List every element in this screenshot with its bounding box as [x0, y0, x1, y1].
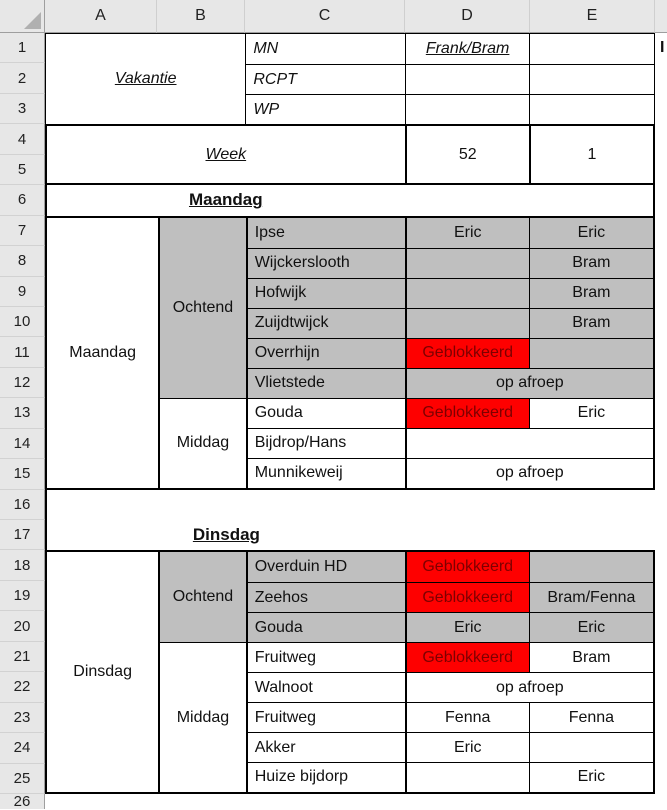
row-header-14[interactable]: 14	[0, 429, 45, 459]
cell-oncall-merged[interactable]: op afroep	[405, 368, 653, 398]
cell-value-e[interactable]: Fenna	[529, 702, 653, 732]
cell-empty-merged[interactable]	[405, 428, 653, 458]
cell-value-d[interactable]	[405, 308, 529, 338]
select-all-triangle-icon	[24, 12, 41, 29]
row-header-22[interactable]: 22	[0, 672, 45, 702]
row-header-5[interactable]: 5	[0, 155, 45, 185]
row-header-18[interactable]: 18	[0, 550, 45, 580]
row-header-24[interactable]: 24	[0, 733, 45, 763]
cell-f1-clipped[interactable]: I	[660, 39, 665, 57]
column-header-d[interactable]: D	[405, 0, 530, 33]
cell-place[interactable]: Akker	[246, 732, 405, 762]
left-border-line	[45, 490, 157, 520]
cell-value-d[interactable]	[405, 248, 529, 278]
cell-place[interactable]: Munnikeweij	[246, 458, 405, 488]
cell-tuesday-day[interactable]: Dinsdag	[73, 663, 132, 681]
cell-place[interactable]: Fruitweg	[246, 702, 405, 732]
cell-place[interactable]: Overrhijn	[246, 338, 405, 368]
cell-value-d[interactable]: Eric	[405, 218, 529, 248]
row-header-20[interactable]: 20	[0, 611, 45, 641]
cell-value-e[interactable]: Eric	[529, 762, 653, 792]
row-header-12[interactable]: 12	[0, 368, 45, 398]
cell-rcpt-label[interactable]: RCPT	[245, 64, 404, 94]
cell-blocked[interactable]: Geblokkeerd	[405, 552, 529, 582]
row-header-2[interactable]: 2	[0, 63, 45, 93]
monday-title-text: Maandag	[188, 190, 263, 210]
cell-e3-empty[interactable]	[529, 94, 654, 124]
row-header-23[interactable]: 23	[0, 703, 45, 733]
cell-monday-title[interactable]	[47, 185, 405, 215]
cell-e2-empty[interactable]	[529, 64, 654, 94]
monday-title-row	[45, 185, 655, 215]
tuesday-block	[45, 550, 655, 794]
row-header-26[interactable]: 26	[0, 794, 45, 809]
cell-oncall-merged[interactable]: op afroep	[405, 672, 653, 702]
cell-value-e[interactable]: Bram	[529, 278, 653, 308]
row-header-13[interactable]: 13	[0, 398, 45, 428]
row-header-15[interactable]: 15	[0, 459, 45, 489]
row-header-25[interactable]: 25	[0, 764, 45, 794]
cell-place[interactable]: Zeehos	[246, 582, 405, 612]
column-header-f-sliver[interactable]	[655, 0, 667, 33]
cell-value-e[interactable]	[529, 552, 653, 582]
cell-value-e[interactable]: Eric	[529, 398, 653, 428]
cell-tuesday-afternoon[interactable]: Middag	[158, 642, 245, 792]
cell-value-e[interactable]: Eric	[529, 612, 653, 642]
select-all-corner[interactable]	[0, 0, 45, 33]
cell-vakantie[interactable]: Vakantie	[114, 70, 177, 88]
cell-value-d[interactable]: Eric	[405, 612, 529, 642]
cell-place[interactable]: Zuijdtwijck	[246, 308, 405, 338]
week-block	[45, 124, 655, 185]
monday-block	[45, 216, 655, 490]
cell-place[interactable]: Overduin HD	[246, 552, 405, 582]
column-header-c[interactable]: C	[245, 0, 405, 33]
vakantie-block	[45, 33, 655, 124]
cell-place[interactable]: Fruitweg	[246, 642, 405, 672]
cell-value-e[interactable]: Eric	[529, 218, 653, 248]
cell-value-d[interactable]: Eric	[405, 732, 529, 762]
column-header-a[interactable]: A	[45, 0, 157, 33]
row-header-11[interactable]: 11	[0, 337, 45, 367]
cell-place[interactable]: Gouda	[246, 398, 405, 428]
cell-d2-empty[interactable]	[405, 64, 530, 94]
row-header-9[interactable]: 9	[0, 277, 45, 307]
cell-monday-afternoon[interactable]: Middag	[158, 398, 245, 488]
row-header-8[interactable]: 8	[0, 246, 45, 276]
cell-place[interactable]: Bijdrop/Hans	[246, 428, 405, 458]
cell-place[interactable]: Vlietstede	[246, 368, 405, 398]
cell-blocked[interactable]: Geblokkeerd	[405, 582, 529, 612]
cell-value-e[interactable]: Bram	[529, 248, 653, 278]
cell-monday-morning[interactable]: Ochtend	[158, 218, 245, 398]
row-header-1[interactable]: 1	[0, 33, 45, 63]
row-header-17[interactable]: 17	[0, 520, 45, 550]
cell-value-e[interactable]: Bram/Fenna	[529, 582, 653, 612]
cell-value-e[interactable]	[529, 732, 653, 762]
cell-week-label[interactable]: Week	[205, 145, 247, 163]
cell-place[interactable]: Hofwijk	[246, 278, 405, 308]
cell-place[interactable]: Gouda	[246, 612, 405, 642]
row-header-10[interactable]: 10	[0, 307, 45, 337]
cell-place[interactable]: Walnoot	[246, 672, 405, 702]
row-header-6[interactable]: 6	[0, 185, 45, 215]
cell-value-d[interactable]: Fenna	[405, 702, 529, 732]
cell-wp-label[interactable]: WP	[245, 94, 404, 124]
row-header-21[interactable]: 21	[0, 642, 45, 672]
row-header-19[interactable]: 19	[0, 581, 45, 611]
cell-mn-value[interactable]: Frank/Bram	[405, 34, 530, 64]
row-header-3[interactable]: 3	[0, 94, 45, 124]
cell-value-d[interactable]	[405, 278, 529, 308]
tuesday-title-row	[45, 520, 655, 550]
cell-blocked[interactable]: Geblokkeerd	[405, 398, 529, 428]
column-header-e[interactable]: E	[530, 0, 655, 33]
cell-place[interactable]: Ipse	[246, 218, 405, 248]
cell-place[interactable]: Huize bijdorp	[246, 762, 405, 792]
cell-week-1[interactable]: 1	[529, 126, 653, 183]
row-header-7[interactable]: 7	[0, 216, 45, 246]
cell-blocked[interactable]: Geblokkeerd	[405, 642, 529, 672]
column-header-b[interactable]: B	[157, 0, 245, 33]
cell-d3-empty[interactable]	[405, 94, 530, 124]
cell-mn-label[interactable]: MN	[245, 34, 404, 64]
cell-value-e[interactable]: Bram	[529, 642, 653, 672]
cell-value-d[interactable]	[405, 762, 529, 792]
cell-e1-empty[interactable]	[529, 34, 654, 64]
cell-monday-day[interactable]: Maandag	[69, 343, 136, 361]
cell-tuesday-title[interactable]	[47, 520, 406, 550]
cell-place[interactable]: Wijckerslooth	[246, 248, 405, 278]
cell-value-e[interactable]: Bram	[529, 308, 653, 338]
row-header-16[interactable]: 16	[0, 490, 45, 520]
cell-tuesday-morning[interactable]: Ochtend	[158, 552, 245, 642]
cell-week-52[interactable]: 52	[405, 126, 529, 183]
cell-blocked[interactable]: Geblokkeerd	[405, 338, 529, 368]
cell-oncall-merged[interactable]: op afroep	[405, 458, 653, 488]
tuesday-title-text: Dinsdag	[192, 525, 260, 545]
cell-value-e[interactable]	[529, 338, 653, 368]
row-header-4[interactable]: 4	[0, 124, 45, 154]
